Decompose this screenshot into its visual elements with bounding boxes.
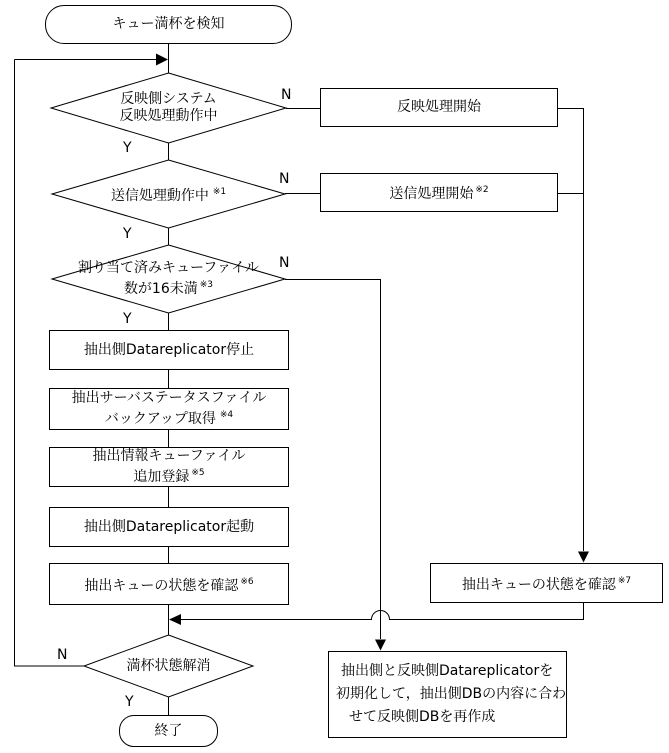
edge-check7-to-main [181,603,584,620]
process-text: 初期化して，抽出側DBの内容に合わ [336,686,567,702]
footnote-ref: ※4 [219,410,234,420]
start-terminator [45,5,292,44]
process-backup-status-file [49,388,289,430]
decision-text: 反映側システム [120,91,217,107]
decision-send-active-label [58,161,279,227]
process-stop-datareplicator [49,330,289,370]
branch-label-yes-d1: Y [123,140,132,156]
branch-label-no-d2: N [279,171,290,187]
arrowhead-into-check7 [578,552,589,563]
branch-label-yes-d3: Y [123,311,132,327]
process-check-queue-status-right [430,563,663,603]
decision-text: 満杯状態解消 [126,657,211,674]
decision-queue-files-label [46,246,291,312]
arrowhead-check7-into-main [169,614,181,625]
arrowhead-into-reinitialize [375,640,386,651]
process-text: 抽出側Datareplicator停止 [83,341,255,358]
footnote-ref: ※7 [617,575,632,586]
start-label: キュー満杯を検知 [112,16,225,32]
process-text: 抽出情報キューファイル [92,448,246,464]
process-text: 抽出キューの状態を確認 [84,577,239,594]
branch-label-no-d1: N [281,87,292,103]
footnote-ref: ※1 [212,186,227,197]
edge-reflect-start-down [558,109,584,552]
process-send-start [320,173,558,212]
branch-label-no-d4: N [57,647,68,663]
decision-reflect-active-label [58,74,279,142]
process-text: 抽出側と反映側Datareplicatorを [341,663,554,679]
footnote-ref: ※5 [191,468,205,478]
decision-full-resolved-label [88,638,249,694]
process-text: 送信処理開始 [389,186,474,202]
process-text: 抽出キューの状態を確認 [461,576,616,593]
process-text: 抽出サーバステータスファイル [71,390,267,406]
edge-d3-no [285,280,381,640]
footnote-ref: ※3 [199,280,214,290]
end-terminator [119,715,218,747]
footnote-ref: ※2 [475,185,489,195]
footnote-ref: ※6 [240,576,254,587]
process-add-queue-file [49,447,289,487]
end-label: 終了 [154,722,183,739]
process-text: 抽出側Datareplicator起動 [83,518,255,535]
decision-text: 反映処理動作中 [119,108,218,124]
process-reflect-start [320,88,558,127]
branch-label-no-d3: N [279,255,290,271]
process-text: 反映処理開始 [397,99,481,115]
decision-text: 送信処理動作中 [110,187,209,204]
process-reinitialize [328,651,567,738]
arrowhead-loop-into-main [156,54,168,66]
process-start-datareplicator [49,507,289,547]
decision-text: 数が16未満 [123,281,198,297]
process-text: せて反映側DBを再作成 [349,709,496,725]
branch-label-yes-d4: Y [125,694,134,710]
process-text: バックアップ取得 [104,411,216,427]
process-check-queue-status-left [49,563,289,605]
process-text: 追加登録 [133,469,190,485]
branch-label-yes-d2: Y [123,226,132,242]
decision-text: 割り当て済みキューファイル [77,260,260,276]
